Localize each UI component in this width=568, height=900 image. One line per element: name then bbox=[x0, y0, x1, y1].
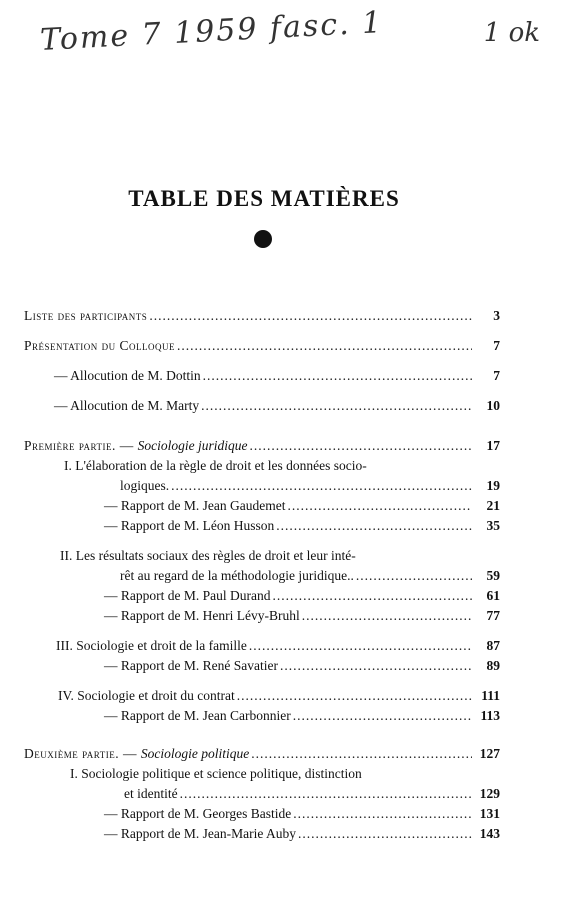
toc-label bbox=[24, 746, 249, 762]
toc-page: 143 bbox=[479, 826, 500, 841]
leader-dots bbox=[171, 478, 472, 494]
toc-label: — Rapport de M. Léon Husson bbox=[104, 518, 275, 533]
toc-label: — Allocution de M. Marty bbox=[54, 398, 200, 413]
toc-entry-p1-s1 bbox=[120, 478, 500, 494]
leader-dots bbox=[356, 568, 472, 584]
toc-label: — Rapport de M. Georges Bastide bbox=[104, 806, 292, 821]
toc-entry-p1-s4 bbox=[58, 688, 500, 704]
toc-page: 35 bbox=[486, 518, 500, 533]
toc-label: III. Sociologie et droit de la famille bbox=[56, 638, 247, 653]
toc-entry-p1-s1-r1 bbox=[104, 498, 500, 514]
toc-entry-part1 bbox=[24, 438, 500, 454]
toc-entry-p2-s1 bbox=[124, 786, 500, 802]
toc-label: Présentation du Colloque bbox=[24, 338, 176, 353]
leader-dots bbox=[249, 638, 472, 654]
toc-label: rêt au regard de la méthodologie juridique.. bbox=[120, 568, 354, 583]
leader-dots bbox=[302, 608, 472, 624]
toc-page: 21 bbox=[486, 498, 500, 513]
part-title: Sociologie juridique bbox=[137, 438, 248, 453]
leader-dots bbox=[293, 806, 472, 822]
toc-label: Liste des participants bbox=[24, 308, 148, 323]
toc-entry-p1-s3-r1 bbox=[104, 658, 500, 674]
part-prefix: Deuxième partie. — bbox=[24, 746, 141, 761]
handwritten-annotation: Tome 7 1959 fasc. 1 bbox=[39, 5, 385, 58]
toc-page: 111 bbox=[481, 688, 500, 703]
toc-label: IV. Sociologie et droit du contrat bbox=[58, 688, 235, 703]
toc-label: — Rapport de M. Jean Gaudemet bbox=[104, 498, 286, 513]
toc-page: 87 bbox=[486, 638, 500, 653]
leader-dots bbox=[180, 786, 472, 802]
toc-entry-allocution-dottin bbox=[54, 368, 500, 384]
toc-entry-p1-s2-r2 bbox=[104, 608, 500, 624]
toc-label: — Rapport de M. Henri Lévy-Bruhl bbox=[104, 608, 300, 623]
toc-label: — Allocution de M. Dottin bbox=[54, 368, 201, 383]
leader-dots bbox=[276, 518, 472, 534]
toc-page: 127 bbox=[479, 746, 500, 761]
leader-dots bbox=[250, 438, 473, 454]
leader-dots bbox=[201, 398, 472, 414]
leader-dots bbox=[251, 746, 472, 762]
toc-label-line1: II. Les résultats sociaux des règles de droit et leur inté- bbox=[60, 548, 356, 563]
toc-page: 19 bbox=[486, 478, 500, 493]
toc-label: — Rapport de M. Jean-Marie Auby bbox=[104, 826, 296, 841]
title-bullet bbox=[254, 230, 272, 248]
toc-entry-p1-s2 bbox=[120, 568, 500, 584]
toc-label-line1: I. L'élaboration de la règle de droit et les données socio- bbox=[64, 458, 367, 473]
leader-dots bbox=[272, 588, 472, 604]
toc-label: — Rapport de M. René Savatier bbox=[104, 658, 278, 673]
toc-entry-p1-s2-r1 bbox=[104, 588, 500, 604]
leader-dots bbox=[237, 688, 472, 704]
handwritten-mark: 1 ok bbox=[483, 18, 540, 48]
page-title: TABLE DES MATIÈRES bbox=[128, 186, 400, 211]
toc-entry-part2 bbox=[24, 746, 500, 762]
toc-entry-p2-s1-r1 bbox=[104, 806, 500, 822]
leader-dots bbox=[293, 708, 472, 724]
toc-page: 10 bbox=[486, 398, 500, 413]
toc-label: — Rapport de M. Jean Carbonnier bbox=[104, 708, 291, 723]
toc-page: 3 bbox=[493, 308, 500, 323]
toc-label bbox=[24, 438, 248, 454]
leader-dots bbox=[280, 658, 472, 674]
part-title: Sociologie politique bbox=[140, 746, 250, 761]
toc-page: 7 bbox=[493, 368, 500, 383]
leader-dots bbox=[177, 338, 472, 354]
toc-page: 61 bbox=[486, 588, 500, 603]
toc-page: 113 bbox=[480, 708, 500, 723]
toc-page: 77 bbox=[486, 608, 500, 623]
leader-dots bbox=[287, 498, 472, 514]
toc-page: 17 bbox=[486, 438, 500, 453]
toc-label-line1: I. Sociologie politique et science politique, distinction bbox=[70, 766, 362, 781]
toc-label: — Rapport de M. Paul Durand bbox=[104, 588, 271, 603]
toc-entry-allocution-marty bbox=[54, 398, 500, 414]
toc-label: logiques. bbox=[120, 478, 170, 493]
leader-dots bbox=[298, 826, 472, 842]
toc-entry-p1-s1-r2 bbox=[104, 518, 500, 534]
leader-dots bbox=[149, 308, 472, 324]
toc-page: 89 bbox=[486, 658, 500, 673]
toc-page: 131 bbox=[479, 806, 500, 821]
toc-entry-p1-s4-r1 bbox=[104, 708, 500, 724]
toc-page: 7 bbox=[493, 338, 500, 353]
toc-label: et identité bbox=[124, 786, 178, 801]
toc-entry-participants bbox=[24, 308, 500, 324]
toc-page: 59 bbox=[486, 568, 500, 583]
leader-dots bbox=[203, 368, 472, 384]
toc-entry-p1-s3 bbox=[56, 638, 500, 654]
toc-page: 129 bbox=[479, 786, 500, 801]
part-prefix: Première partie. — bbox=[24, 438, 138, 453]
toc-entry-presentation bbox=[24, 338, 500, 354]
toc-entry-p2-s1-r2 bbox=[104, 826, 500, 842]
